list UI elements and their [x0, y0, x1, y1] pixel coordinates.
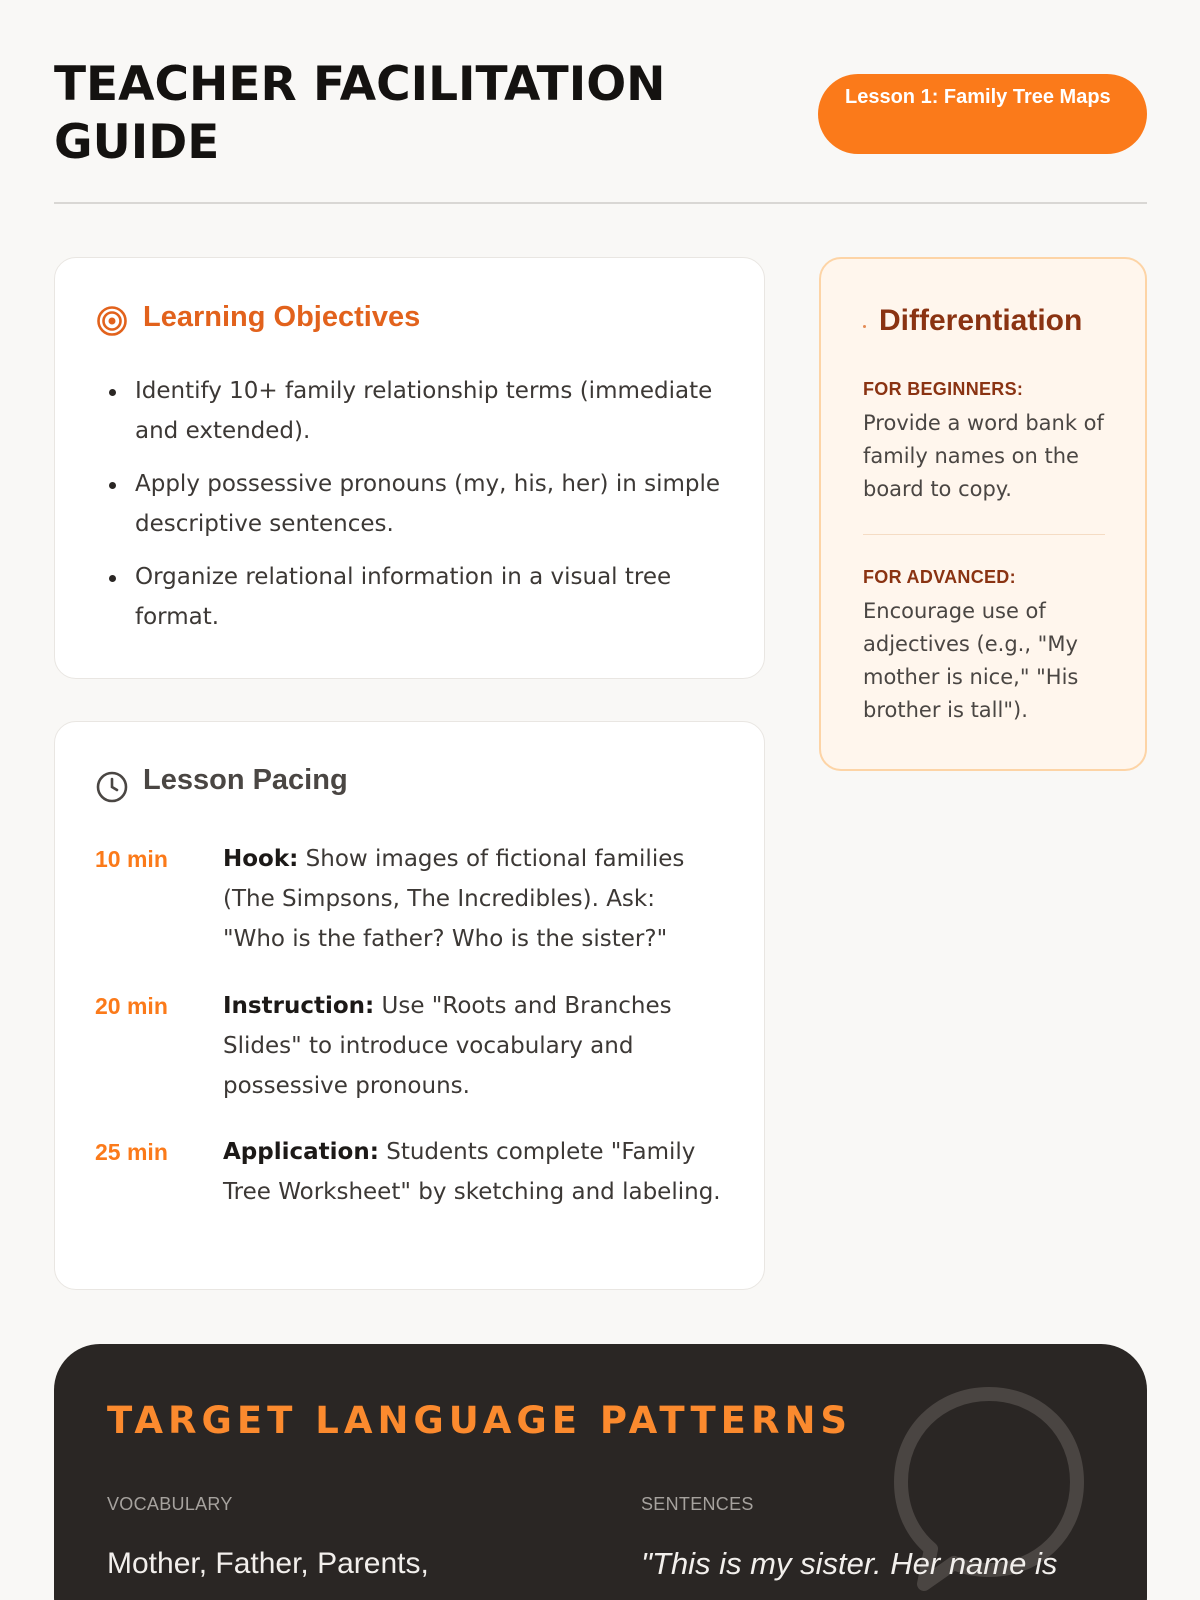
page-header [54, 56, 1147, 204]
sentences-label: SENTENCES [641, 1494, 754, 1514]
sentence-text: "This is my sister. Her name is [641, 1546, 1058, 1581]
lesson-pacing-card [54, 721, 765, 1290]
vocabulary-label: VOCABULARY [107, 1494, 233, 1514]
lesson-badge: Lesson 1: Family Tree Maps [818, 74, 1147, 154]
advanced-label: FOR ADVANCED: [863, 567, 1016, 587]
list-item: Organize relational information in a visual tree format. [135, 557, 735, 637]
objectives-list [135, 371, 735, 650]
pacing-text [223, 1132, 723, 1212]
list-item: Identify 10+ family relationship terms (immediate and extended). [135, 371, 735, 451]
target-language-patterns-panel [54, 1344, 1147, 1600]
beginners-text: Provide a word bank of family names on the board to copy. [863, 411, 1104, 501]
divider [863, 534, 1105, 535]
patterns-title: TARGET LANGUAGE PATTERNS [107, 1399, 853, 1442]
vocabulary-text: Mother, Father, Parents, [107, 1547, 429, 1580]
list-item: Apply possessive pronouns (my, his, her) in simple descriptive sentences. [135, 464, 735, 544]
target-icon [96, 305, 128, 337]
pacing-label: Hook: [223, 846, 299, 872]
pacing-title: Lesson Pacing [143, 764, 348, 796]
bullet-dot [863, 325, 866, 328]
pacing-text [223, 986, 723, 1106]
objectives-title: Learning Objectives [143, 301, 421, 333]
page-title: TEACHER FACILITATION GUIDE [54, 57, 666, 170]
clock-icon [96, 771, 128, 803]
beginners-label: FOR BEGINNERS: [863, 379, 1024, 399]
pacing-time: 25 min [95, 1139, 168, 1165]
advanced-text: Encourage use of adjectives (e.g., "My mother is nice," "His brother is tall"). [863, 599, 1079, 722]
differentiation-card [819, 257, 1147, 771]
pacing-text [223, 839, 723, 959]
pacing-description: Use "Roots and Branches Slides" to introduce vocabulary and possessive pronouns. [223, 993, 672, 1099]
pacing-description: Students complete "Family Tree Worksheet" by sketching and labeling. [223, 1139, 721, 1205]
learning-objectives-card [54, 257, 765, 679]
pacing-label: Application: [223, 1139, 379, 1165]
differentiation-title: Differentiation [879, 304, 1083, 337]
pacing-time: 10 min [95, 846, 168, 872]
pacing-description: Show images of fictional families (The Simpsons, The Incredibles). Ask: "Who is the father? Who is the sister?" [223, 846, 685, 952]
pacing-time: 20 min [95, 993, 168, 1019]
pacing-label: Instruction: [223, 993, 375, 1019]
